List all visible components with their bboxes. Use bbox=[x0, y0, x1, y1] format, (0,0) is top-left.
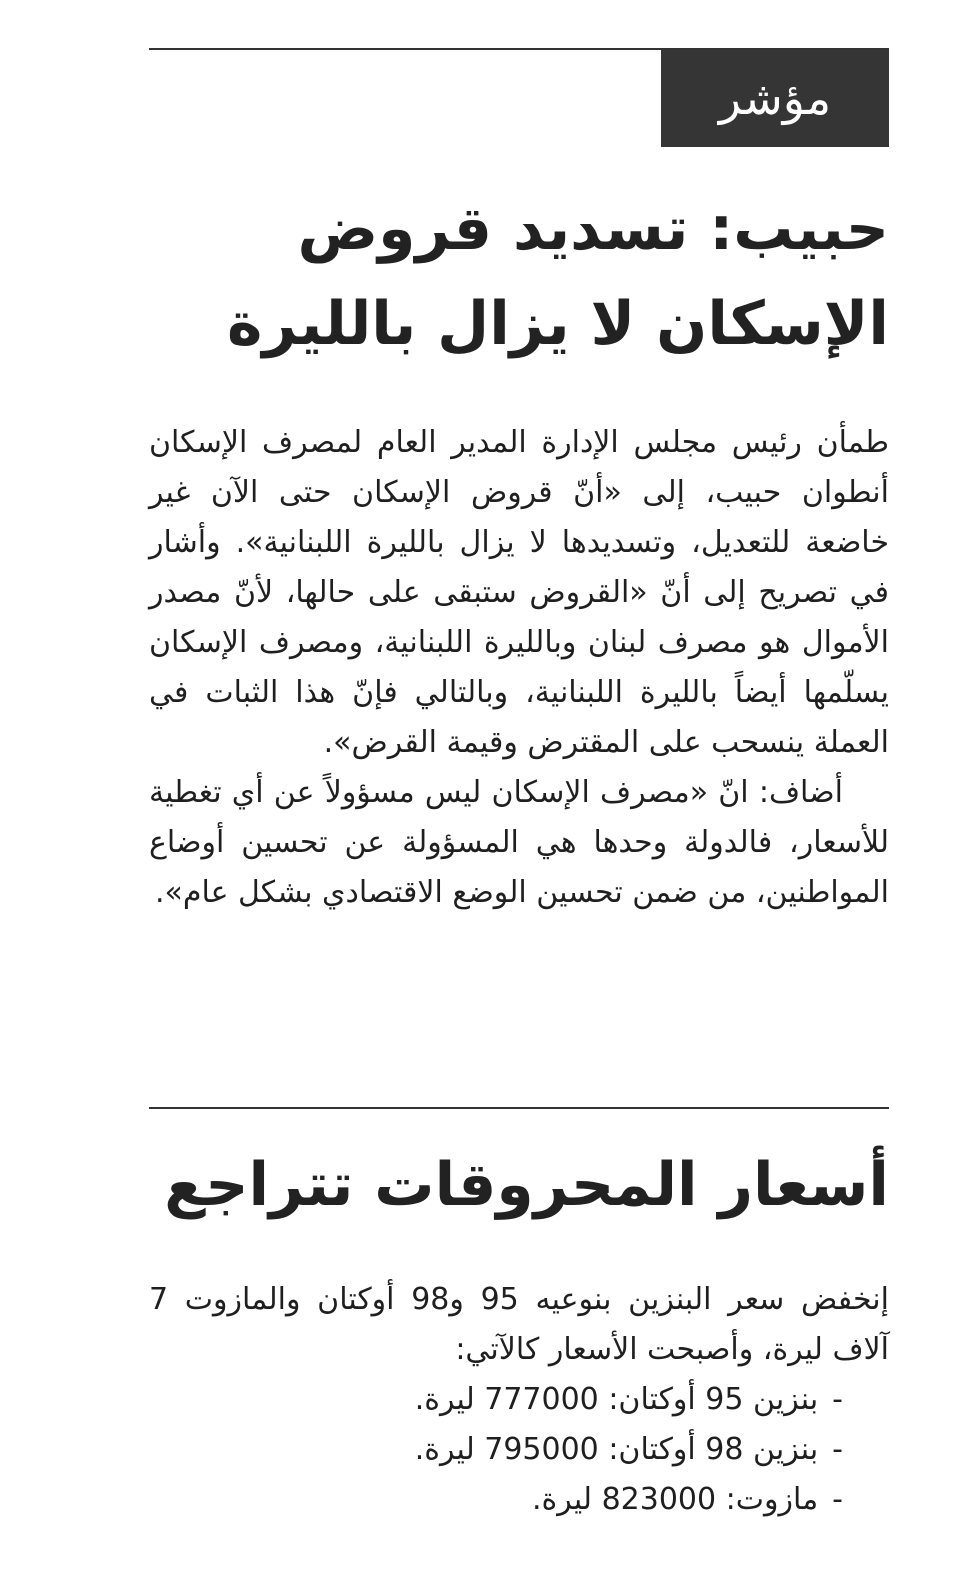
fuel-price-item bbox=[149, 1375, 843, 1425]
article2-intro: إنخفض سعر البنزين بنوعيه 95 و98 أوكتان والمازوت 7 آلاف ليرة، وأصبحت الأسعار كالآتي: bbox=[149, 1282, 889, 1367]
fuel-price-item bbox=[149, 1475, 843, 1525]
article1-paragraph-1: طمأن رئيس مجلس الإدارة المدير العام لمصرف الإسكان أنطوان حبيب، إلى «أنّ قروض الإسكان حتى الآن غير خاضعة للتعديل، وتسديدها لا يزال بالليرة اللبنانية». وأشار في تصريح إلى أنّ «القروض ستبقى على حالها، لأنّ مصدر الأموال هو مصرف لبنان وبالليرة اللبنانية، ومصرف الإسكان يسلّمها أيضاً بالليرة اللبنانية، وبالتالي فإنّ هذا الثبات في العملة ينسحب على المقترض وقيمة القرض». bbox=[149, 425, 889, 760]
list-dash: - bbox=[832, 1432, 843, 1467]
newspaper-column bbox=[149, 0, 889, 1584]
fuel-price-list bbox=[149, 1375, 889, 1525]
fuel-price-item bbox=[149, 1425, 843, 1475]
fuel-price-text: مازوت: 823000 ليرة. bbox=[532, 1482, 819, 1517]
section-tag bbox=[661, 49, 889, 147]
article2-body bbox=[149, 1275, 889, 1525]
section-tag-label: مؤشر bbox=[718, 71, 832, 125]
article1-body bbox=[149, 418, 889, 918]
list-dash: - bbox=[832, 1382, 843, 1417]
article1-headline: حبيب: تسديد قروض الإسكان لا يزال بالليرة bbox=[226, 194, 889, 359]
section-divider bbox=[149, 1107, 889, 1109]
article2-headline: أسعار المحروقات تتراجع bbox=[164, 1150, 889, 1220]
fuel-price-text: بنزين 95 أوكتان: 777000 ليرة. bbox=[414, 1382, 819, 1417]
article1-paragraph-2: أضاف: انّ «مصرف الإسكان ليس مسؤولاً عن أي تغطية للأسعار، فالدولة وحدها هي المسؤولة عن تحسين أوضاع المواطنين، من ضمن تحسين الوضع الاقتصادي بشكل عام». bbox=[149, 775, 889, 910]
fuel-price-text: بنزين 98 أوكتان: 795000 ليرة. bbox=[414, 1432, 819, 1467]
list-dash: - bbox=[832, 1482, 843, 1517]
